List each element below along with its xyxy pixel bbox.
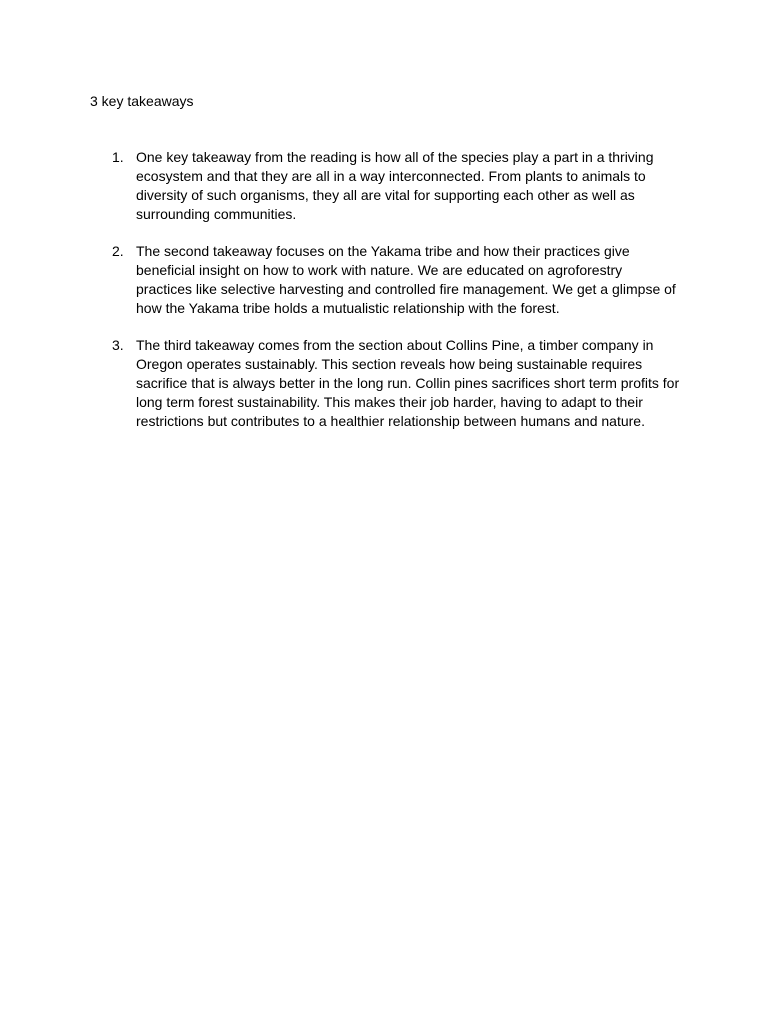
takeaway-list [0,148,768,449]
list-item-number: 1. [112,149,124,165]
list-item-text: The second takeaway focuses on the Yakama tribe and how their practices give beneficial insight on how to work with nature. We are educated on agroforestry practices like selective harvesting and controlled fire management. We get a glimpse of how the Yakama tribe holds a mutualistic relationship with the forest. [136,243,676,316]
list-item-text: One key takeaway from the reading is how all of the species play a part in a thriving ecosystem and that they are all in a way interconnected. From plants to animals to diversity of such organisms, they all are vital for supporting each other as well as surrounding communities. [136,149,654,222]
list-item-number: 2. [112,243,124,259]
list-item-text: The third takeaway comes from the section about Collins Pine, a timber company in Oregon operates sustainably. This section reveals how being sustainable requires sacrifice that is always better in the long run. Collin pines sacrifices short term profits for long term forest sustainability. This makes their job harder, having to adapt to their restrictions but contributes to a healthier relationship between humans and nature. [136,337,680,429]
list-item-number: 3. [112,337,124,353]
list-item [0,242,768,318]
list-item [0,148,768,224]
document-title: 3 key takeaways [90,93,194,109]
list-item [0,336,768,431]
